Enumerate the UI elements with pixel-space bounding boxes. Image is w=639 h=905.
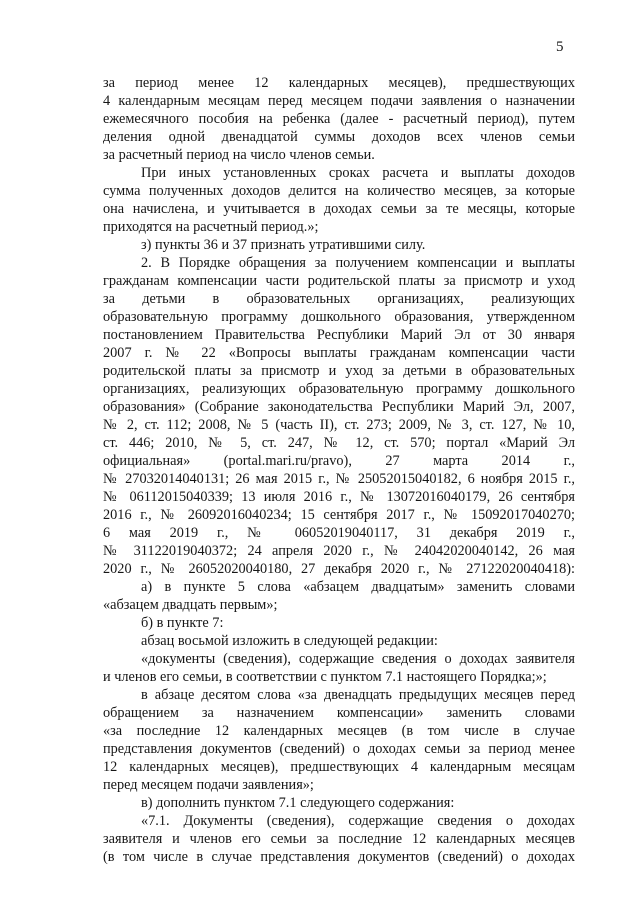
- text-line: образования» (Собрание законодательства Республики Марий Эл, 2007,: [103, 399, 575, 415]
- text-line: № 31122019040372; 24 апреля 2020 г., № 24042020040142, 26 мая: [103, 543, 575, 559]
- text-line: за детьми в образовательных организациях, реализующих: [103, 291, 575, 307]
- text-line: з) пункты 36 и 37 признать утратившими силу.: [141, 237, 426, 253]
- text-line: 2020 г., № 26052020040180, 27 декабря 2020 г., № 27122020040418):: [103, 561, 575, 577]
- text-line: ежемесячного пособия на ребенка (далее - расчетный период), путем: [103, 111, 575, 127]
- text-line: 2. В Порядке обращения за получением компенсации и выплаты: [141, 255, 575, 271]
- text-line: родительской платы за присмотр и уход за детьми в образовательных: [103, 363, 575, 379]
- text-line: заявителя и членов его семьи за последние 12 календарных месяцев: [103, 831, 575, 847]
- text-line: официальная» (portal.mari.ru/pravo), 27 марта 2014 г.,: [103, 453, 575, 469]
- text-line: организациях, реализующих образовательную программу дошкольного: [103, 381, 575, 397]
- text-line: (в том числе в случае представления документов (сведений) о доходах: [103, 849, 575, 865]
- text-line: образовательную программу дошкольного образования, утвержденном: [103, 309, 575, 325]
- text-line: а) в пункте 5 слова «абзацем двадцатым» заменить словами: [141, 579, 575, 595]
- document-body: [103, 74, 575, 866]
- text-line: сумма полученных доходов делится на количество месяцев, за которые: [103, 183, 575, 199]
- text-line: 4 календарным месяцам перед месяцем подачи заявления о назначении: [103, 93, 575, 109]
- text-line: б) в пункте 7:: [141, 615, 224, 631]
- text-line: № 06112015040339; 13 июля 2016 г., № 13072016040179, 26 сентября: [103, 489, 575, 505]
- text-line: гражданам компенсации части родительской платы за присмотр и уход: [103, 273, 575, 289]
- page-number: 5: [556, 39, 564, 55]
- text-line: «за последние 12 календарных месяцев (в том числе в случае: [103, 723, 575, 739]
- text-line: «абзацем двадцать первым»;: [103, 597, 278, 613]
- text-line: «документы (сведения), содержащие сведения о доходах заявителя: [141, 651, 575, 667]
- text-line: постановлением Правительства Республики Марий Эл от 30 января: [103, 327, 575, 343]
- text-line: перед месяцем подачи заявления»;: [103, 777, 314, 793]
- text-line: 2007 г. № 22 «Вопросы выплаты гражданам компенсации части: [103, 345, 575, 361]
- text-line: абзац восьмой изложить в следующей редакции:: [141, 633, 438, 649]
- text-line: в) дополнить пунктом 7.1 следующего содержания:: [141, 795, 455, 811]
- text-line: «7.1. Документы (сведения), содержащие сведения о доходах: [141, 813, 575, 829]
- text-line: и членов его семьи, в соответствии с пунктом 7.1 настоящего Порядка;»;: [103, 669, 547, 685]
- text-line: 6 мая 2019 г., № 06052019040117, 31 декабря 2019 г.,: [103, 525, 575, 541]
- text-line: она начислена, и учитывается в доходах семьи за те месяцы, которые: [103, 201, 575, 217]
- text-line: ст. 446; 2010, № 5, ст. 247, № 12, ст. 570; портал «Марий Эл: [103, 435, 575, 451]
- text-line: № 2, ст. 112; 2008, № 5 (часть II), ст. 273; 2009, № 3, ст. 127, № 10,: [103, 417, 575, 433]
- text-line: При иных установленных сроках расчета и выплаты доходов: [141, 165, 575, 181]
- text-line: деления одной двенадцатой суммы доходов всех членов семьи: [103, 129, 575, 145]
- text-line: приходятся на расчетный период.»;: [103, 219, 319, 235]
- text-line: № 27032014040131; 26 мая 2015 г., № 25052015040182, 6 ноября 2015 г.,: [103, 471, 575, 487]
- text-line: за расчетный период на число членов семьи.: [103, 147, 375, 163]
- text-line: представления документов (сведений) о доходах семьи за период менее: [103, 741, 575, 757]
- text-line: 12 календарных месяцев), предшествующих 4 календарным месяцам: [103, 759, 575, 775]
- text-line: за период менее 12 календарных месяцев), предшествующих: [103, 75, 575, 91]
- text-line: в абзаце десятом слова «за двенадцать предыдущих месяцев перед: [141, 687, 575, 703]
- text-line: 2016 г., № 26092016040234; 15 сентября 2017 г., № 15092017040270;: [103, 507, 575, 523]
- text-line: обращением за назначением компенсации» заменить словами: [103, 705, 575, 721]
